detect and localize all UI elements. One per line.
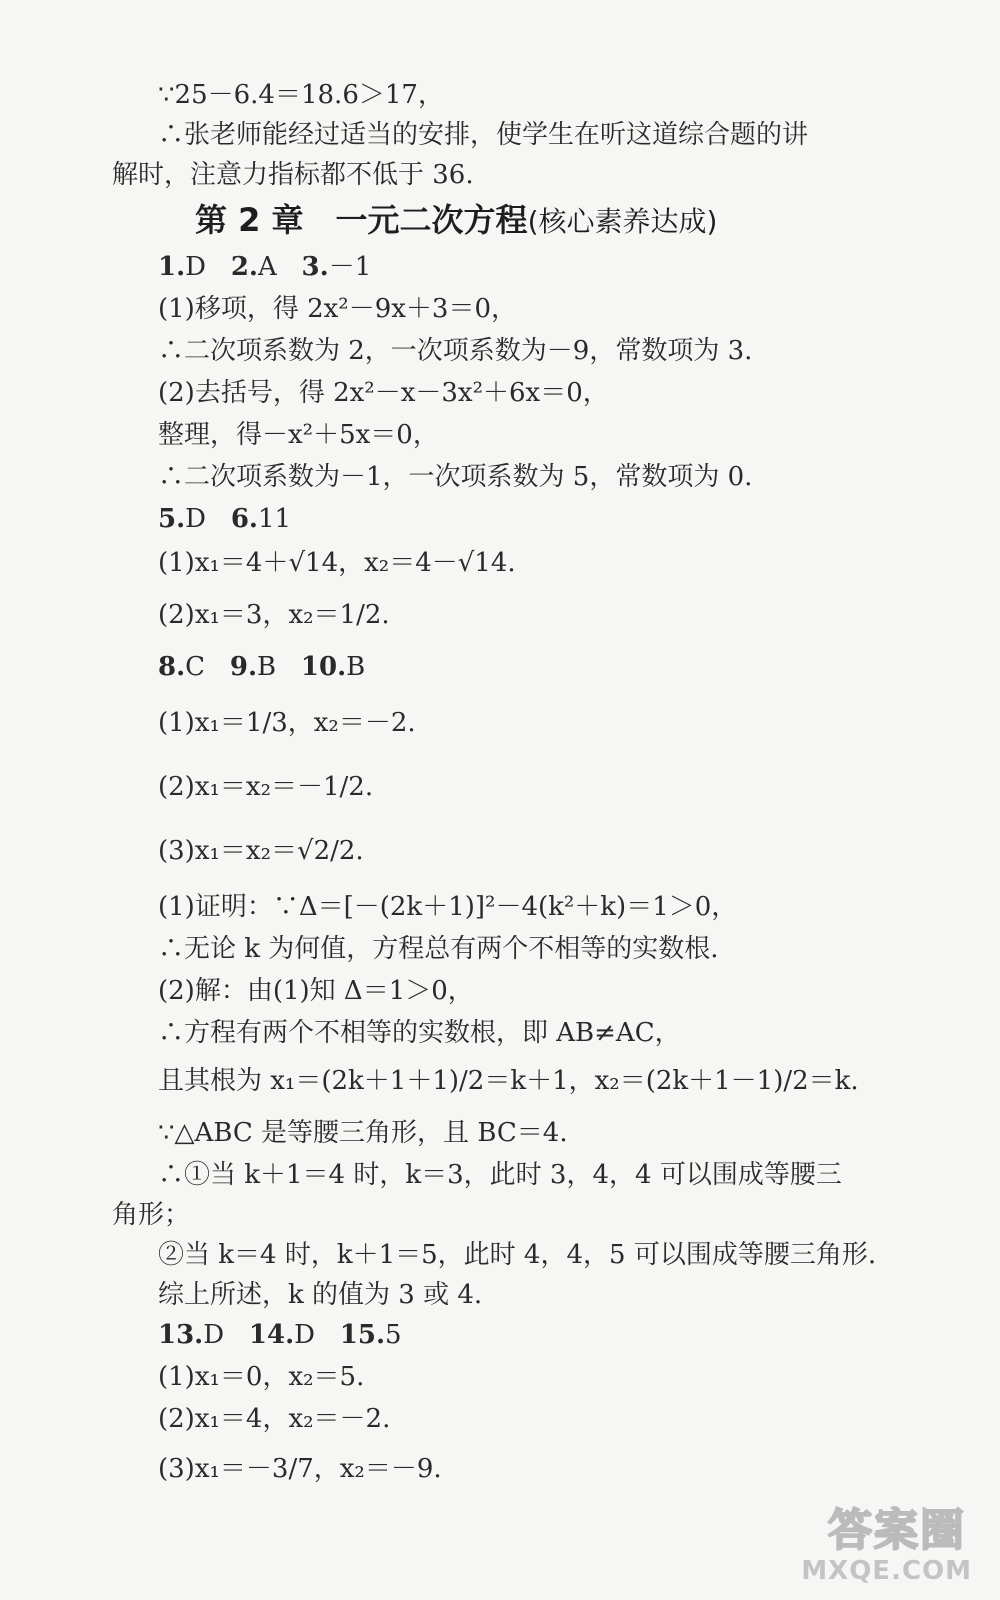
- answer-choice: D: [185, 504, 207, 534]
- question-number: 1.: [158, 252, 186, 282]
- text-line: 角形；: [112, 1200, 191, 1230]
- question-number: 5.: [158, 504, 186, 534]
- answer-row: (1)x₁＝1/3，x₂＝－2.: [158, 708, 416, 738]
- question-number: 6.: [230, 504, 258, 534]
- question-number: 14.: [248, 1320, 295, 1350]
- watermark-logo-text: 答案圈: [828, 1505, 966, 1556]
- answer-choice: C: [185, 652, 206, 682]
- text-line: (2)x₁＝3，x₂＝1/2.: [158, 600, 390, 630]
- question-number: 13.: [158, 1320, 204, 1350]
- answer-row: (1)x₁＝4＋√14，x₂＝4－√14.: [158, 548, 516, 578]
- text-line: (2)解：由(1)知 Δ＝1＞0，: [158, 976, 474, 1006]
- watermark-domain: MXQE.COM: [801, 1556, 972, 1586]
- answer-choice: B: [346, 652, 366, 682]
- question-number: 10.: [300, 652, 347, 682]
- text-line: 解时，注意力指标都不低于 36.: [112, 160, 474, 190]
- answer-row: (1)证明：∵Δ＝[－(2k＋1)]²－4(k²＋k)＝1＞0，: [158, 892, 738, 922]
- chapter-subtitle: (核心素养达成): [527, 205, 718, 238]
- answer-choice: D: [203, 1320, 225, 1350]
- answer-choice: A: [257, 252, 277, 282]
- answer-row: (1)x₁＝0，x₂＝5.: [158, 1362, 365, 1392]
- text-line: ②当 k＝4 时，k＋1＝5，此时 4，4，5 可以围成等腰三角形.: [158, 1240, 877, 1270]
- chapter-title: 第 2 章 一元二次方程: [195, 201, 528, 239]
- site-watermark: [801, 1494, 976, 1586]
- text-line: (2)去括号，得 2x²－x－3x²＋6x＝0，: [158, 378, 609, 408]
- text-line: ∴二次项系数为－1，一次项系数为 5，常数项为 0.: [158, 462, 753, 492]
- question-number: 15.: [339, 1320, 386, 1350]
- text-line: (3)x₁＝－3/7，x₂＝－9.: [158, 1454, 442, 1484]
- text-line: 且其根为 x₁＝(2k＋1＋1)/2＝k＋1，x₂＝(2k＋1－1)/2＝k.: [158, 1066, 859, 1096]
- text-line: ∴无论 k 为何值，方程总有两个不相等的实数根.: [158, 934, 719, 964]
- text-line: ∴张老师能经过适当的安排，使学生在听这道综合题的讲: [158, 120, 809, 150]
- answer-value: －1: [328, 252, 372, 282]
- text-line: ∵25－6.4＝18.6＞17，: [158, 80, 444, 110]
- text-line: ∵△ABC 是等腰三角形，且 BC＝4.: [158, 1118, 568, 1148]
- text-line: ∴①当 k＋1＝4 时，k＝3，此时 3，4，4 可以围成等腰三: [158, 1160, 842, 1190]
- text-line: (2)x₁＝4，x₂＝－2.: [158, 1404, 391, 1434]
- answer-row: (1)移项，得 2x²－9x＋3＝0，: [158, 294, 518, 324]
- question-number: 2.: [230, 252, 258, 282]
- answer-choice: D: [185, 252, 207, 282]
- answer-choice: B: [257, 652, 277, 682]
- text-line: ∴方程有两个不相等的实数根，即 AB≠AC，: [158, 1018, 681, 1048]
- text-line: 整理，得－x²＋5x＝0，: [158, 420, 439, 450]
- answer-row: [158, 1318, 402, 1352]
- question-number: 3.: [301, 252, 329, 282]
- text-line: ∴二次项系数为 2，一次项系数为－9，常数项为 3.: [158, 336, 753, 366]
- answer-row: [158, 502, 291, 536]
- answer-row: [158, 250, 371, 284]
- text-line: 综上所述，k 的值为 3 或 4.: [158, 1280, 483, 1310]
- answer-value: 5: [385, 1320, 402, 1350]
- text-line: (2)x₁＝x₂＝－1/2.: [158, 772, 374, 802]
- text-line: (3)x₁＝x₂＝√2/2.: [158, 836, 364, 866]
- chapter-heading: [195, 198, 717, 244]
- answer-value: 11: [257, 504, 292, 534]
- answer-choice: D: [294, 1320, 315, 1350]
- answer-row: [158, 650, 365, 684]
- question-number: 8.: [158, 652, 186, 682]
- question-number: 9.: [229, 652, 258, 682]
